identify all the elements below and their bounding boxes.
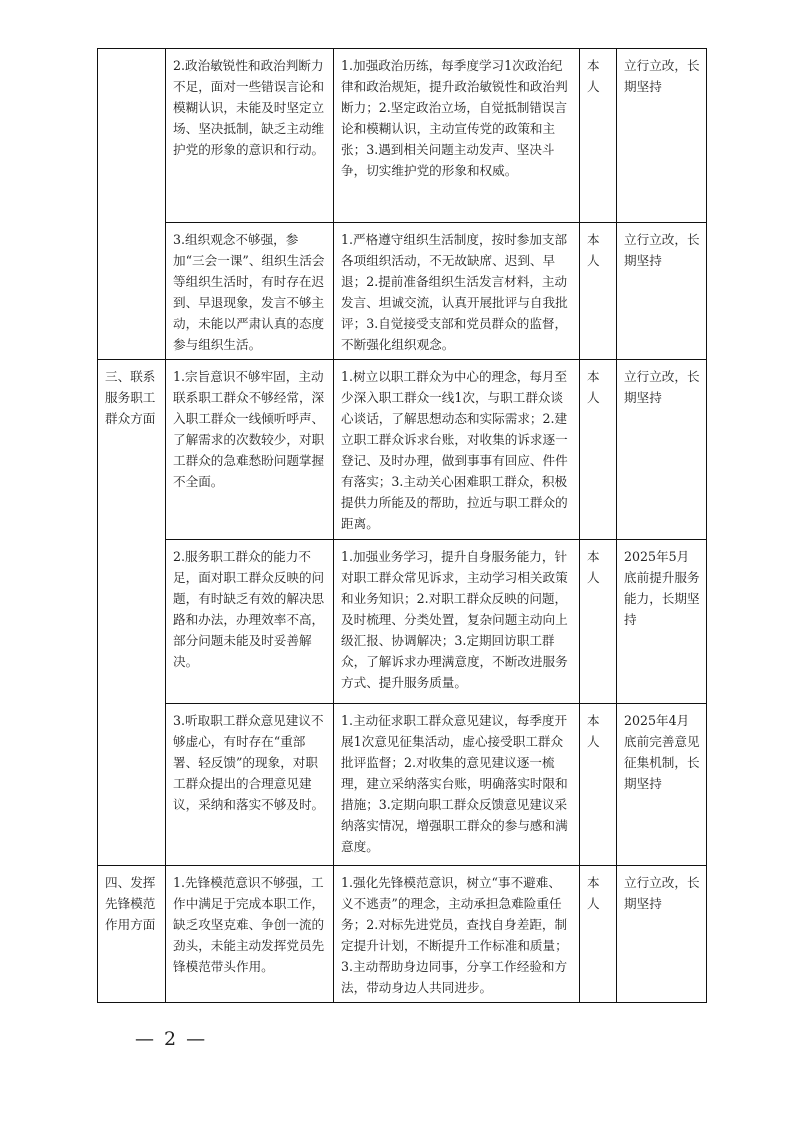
table-row xyxy=(98,49,707,223)
owner-cell: 本人 xyxy=(580,360,617,540)
deadline-cell: 2025年5月底前提升服务能力，长期坚持 xyxy=(617,540,707,704)
measures-cell: 1.加强业务学习，提升自身服务能力，针对职工群众常见诉求，主动学习相关政策和业务知识；2.对职工群众反映的问题，及时梳理、分类处置，复杂问题主动向上级汇报、协调解决；3.定期回访职工群众，了解诉求办理满意度，不断改进服务方式、提升服务质量。 xyxy=(334,540,580,704)
owner-cell: 本人 xyxy=(580,540,617,704)
deadline-cell: 立行立改，长期坚持 xyxy=(617,360,707,540)
measures-cell: 1.强化先锋模范意识，树立“事不避难、义不逃责”的理念，主动承担急难险重任务；2.对标先进党员，查找自身差距，制定提升计划，不断提升工作标准和质量；3.主动帮助身边同事，分享工作经验和方法，带动身边人共同进步。 xyxy=(334,866,580,1003)
table-row xyxy=(98,540,707,704)
owner-cell: 本人 xyxy=(580,223,617,360)
measures-cell: 1.加强政治历练，每季度学习1次政治纪律和政治规矩，提升政治敏锐性和政治判断力；2.坚定政治立场，自觉抵制错误言论和模糊认识，主动宣传党的政策和主张；3.遇到相关问题主动发声、坚决斗争，切实维护党的形象和权威。 xyxy=(334,49,580,223)
category-cell xyxy=(98,49,166,360)
problem-cell: 1.先锋模范意识不够强，工作中满足于完成本职工作，缺乏攻坚克难、争创一流的劲头，未能主动发挥党员先锋模范带头作用。 xyxy=(166,866,334,1003)
problem-cell: 1.宗旨意识不够牢固，主动联系职工群众不够经常，深入职工群众一线倾听呼声、了解需求的次数较少，对职工群众的急难愁盼问题掌握不全面。 xyxy=(166,360,334,540)
measures-cell: 1.严格遵守组织生活制度，按时参加支部各项组织活动，不无故缺席、迟到、早退；2.提前准备组织生活发言材料，主动发言、坦诚交流，认真开展批评与自我批评；3.自觉接受支部和党员群众的监督，不断强化组织观念。 xyxy=(334,223,580,360)
problem-cell: 2.政治敏锐性和政治判断力不足，面对一些错误言论和模糊认识，未能及时坚定立场、坚决抵制，缺乏主动维护党的形象的意识和行动。 xyxy=(166,49,334,223)
table-row xyxy=(98,360,707,540)
owner-cell: 本人 xyxy=(580,49,617,223)
table-row xyxy=(98,223,707,360)
deadline-cell: 2025年4月底前完善意见征集机制，长期坚持 xyxy=(617,704,707,866)
problem-cell: 3.听取职工群众意见建议不够虚心，有时存在“重部署、轻反馈”的现象，对职工群众提出的合理意见建议，采纳和落实不够及时。 xyxy=(166,704,334,866)
deadline-cell: 立行立改，长期坚持 xyxy=(617,49,707,223)
owner-cell: 本人 xyxy=(580,704,617,866)
problem-cell: 2.服务职工群众的能力不足，面对职工群众反映的问题，有时缺乏有效的解决思路和办法，办理效率不高，部分问题未能及时妥善解决。 xyxy=(166,540,334,704)
measures-cell: 1.树立以职工群众为中心的理念，每月至少深入职工群众一线1次，与职工群众谈心谈话，了解思想动态和实际需求；2.建立职工群众诉求台账，对收集的诉求逐一登记、及时办理，做到事事有回应、件件有落实；3.主动关心困难职工群众，积极提供力所能及的帮助，拉近与职工群众的距离。 xyxy=(334,360,580,540)
deadline-cell: 立行立改，长期坚持 xyxy=(617,866,707,1003)
table-row xyxy=(98,704,707,866)
owner-cell: 本人 xyxy=(580,866,617,1003)
category-cell: 三、联系服务职工群众方面 xyxy=(98,360,166,866)
problem-cell: 3.组织观念不够强，参加“三会一课”、组织生活会等组织生活时，有时存在迟到、早退现象，发言不够主动，未能以严肃认真的态度参与组织生活。 xyxy=(166,223,334,360)
category-cell: 四、发挥先锋模范作用方面 xyxy=(98,866,166,1003)
rectification-table xyxy=(97,48,707,1003)
table-row xyxy=(98,866,707,1003)
page-number: — 2 — xyxy=(135,1028,208,1050)
deadline-cell: 立行立改，长期坚持 xyxy=(617,223,707,360)
measures-cell: 1.主动征求职工群众意见建议，每季度开展1次意见征集活动，虚心接受职工群众批评监督；2.对收集的意见建议逐一梳理，建立采纳落实台账，明确落实时限和措施；3.定期向职工群众反馈意见建议采纳落实情况，增强职工群众的参与感和满意度。 xyxy=(334,704,580,866)
